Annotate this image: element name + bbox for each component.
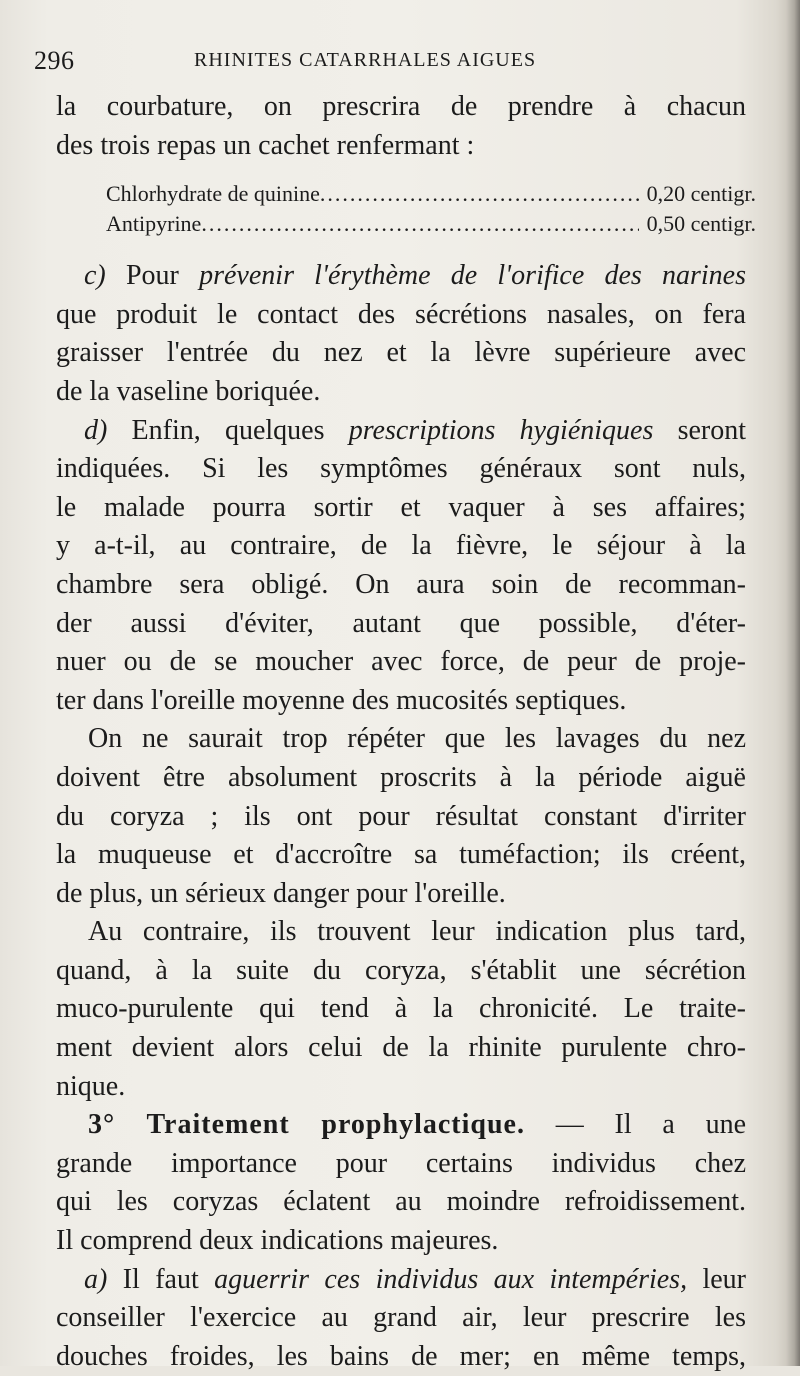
section-heading: 3° Traitement prophylactique. [88,1109,525,1141]
text-line: qui les coryzas éclatent au moindre refroidissement. [56,1186,746,1218]
text-run: Il faut [122,1263,199,1295]
text-line: de plus, un sérieux danger pour l'oreille. [56,877,506,909]
text-line: y a-t-il, au contraire, de la fièvre, le séjour à la [56,530,746,562]
list-marker: c) [84,260,106,292]
text-line: le malade pourra sortir et vaquer à ses affaires; [56,491,746,523]
page-edge-shadow [786,0,800,1366]
text-run: seront [677,414,747,446]
text-run: — Il a une [555,1109,747,1141]
text-line: nique. [56,1070,126,1102]
text-line: ment devient alors celui de la rhinite purulente chro- [56,1032,746,1064]
text-line: de la vaseline boriquée. [56,375,321,407]
drug-name: Chlorhydrate de quinine [106,181,320,207]
page-header [34,40,760,80]
text-line: que produit le contact des sécrétions nasales, on fera [56,298,746,330]
drug-dose: 0,50 centigr. [646,211,756,237]
drug-dose: 0,20 centigr. [646,181,756,207]
text-line: quand, à la suite du coryza, s'établit une sécrétion [56,954,746,986]
text-line: nuer ou de se moucher avec force, de peur de proje- [56,646,746,678]
list-marker: d) [84,414,108,446]
text-line: chambre sera obligé. On aura soin de recomman- [56,568,746,600]
page-number: 296 [34,46,75,75]
text-line: muco-purulente qui tend à la chronicité. Le traite- [56,993,746,1025]
running-title: RHINITES CATARRHALES AIGUES [194,49,537,71]
page-body [56,88,756,1376]
text-line: ter dans l'oreille moyenne des mucosités septiques. [56,684,627,716]
drug-name: Antipyrine [106,211,202,237]
text-line [56,1106,746,1145]
text-line: On ne saurait trop répéter que les lavages du nez [88,723,746,755]
list-marker: a) [84,1263,108,1295]
text-run: Enfin, quelques [131,414,325,446]
emphasis-text: prescriptions hygiéniques [348,414,654,446]
text-line: der aussi d'éviter, autant que possible, d'éter- [56,607,746,639]
text-line: grande importance pour certains individus chez [56,1147,746,1179]
text-line: doivent être absolument proscrits à la période aiguë [56,761,746,793]
prescription-item [106,179,756,209]
text-line: Il comprend deux indications majeures. [56,1225,499,1257]
text-line: conseiller l'exercice au grand air, leur prescrire les [56,1302,746,1334]
text-run: leur [702,1263,746,1295]
text-line [56,1261,746,1300]
emphasis-text: aguerrir ces individus aux intempéries, [214,1263,688,1295]
text-line: la muqueuse et d'accroître sa tuméfaction; ils créent, [56,839,746,871]
dot-leader [320,179,639,209]
emphasis-text: prévenir l'érythème de l'orifice des narines [199,260,747,292]
text-line: indiquées. Si les symptômes généraux sont nuls, [56,453,746,485]
text-line [56,412,746,451]
text-line: la courbature, on prescrira de prendre à chacun [56,91,746,122]
prescription-list [56,179,756,239]
text-run: Pour [125,260,179,292]
text-line: graisser l'entrée du nez et la lèvre supérieure avec [56,337,746,369]
text-line: Au contraire, ils trouvent leur indication plus tard, [88,916,746,948]
prescription-item [106,209,756,239]
text-line: du coryza ; ils ont pour résultat constant d'irriter [56,800,746,832]
text-line: des trois repas un cachet renfermant : [56,129,475,161]
dot-leader [201,209,638,239]
text-line: douches froides, les bains de mer; en même temps, [56,1340,746,1372]
text-line [56,257,746,296]
